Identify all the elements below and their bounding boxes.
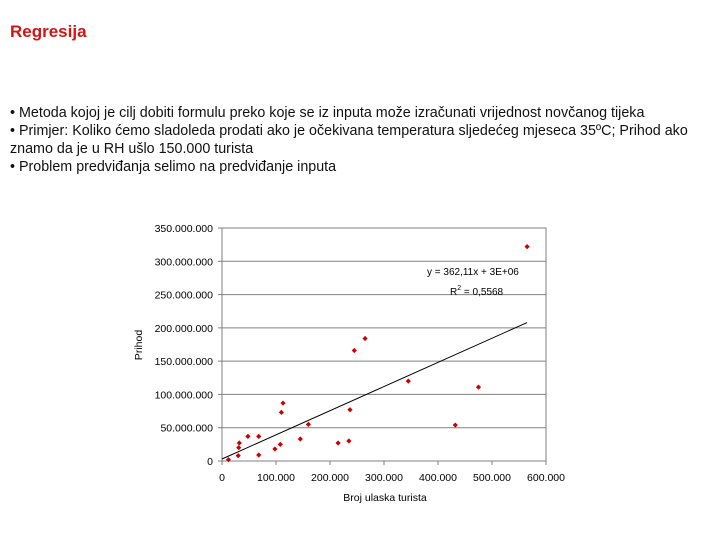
data-point — [525, 244, 530, 249]
x-tick-label: 0 — [219, 472, 225, 484]
data-point — [453, 422, 458, 427]
data-point — [279, 410, 284, 415]
data-point — [245, 434, 250, 439]
y-tick-label: 350.000.000 — [154, 223, 213, 235]
y-tick-label: 50.000.000 — [160, 422, 213, 435]
plot-area — [222, 228, 546, 461]
y-tick-label: 100.000.000 — [154, 389, 213, 402]
r-squared-label: $R^2 = 0,5568$ — [450, 285, 504, 298]
data-point — [237, 440, 242, 445]
data-point — [406, 379, 411, 384]
y-tick-label: 200.000.000 — [154, 322, 213, 335]
bullet-item: • Problem predviđanja selimo na predviđanje inputa — [10, 158, 710, 176]
data-point — [236, 453, 241, 458]
x-axis-label: Broj ulaska turista — [343, 492, 427, 504]
data-point — [298, 436, 303, 441]
y-tick-label: 0 — [207, 456, 213, 468]
trendline — [222, 323, 527, 459]
data-point — [346, 438, 351, 443]
data-point — [280, 400, 285, 405]
x-tick-label: 600.000 — [527, 472, 565, 484]
slide-title: Regresija — [10, 22, 87, 41]
x-tick-label: 100.000 — [257, 472, 295, 484]
data-point — [256, 434, 261, 439]
y-tick-label: 300.000.000 — [154, 256, 213, 269]
data-point — [256, 452, 261, 457]
data-point — [336, 440, 341, 445]
data-point — [272, 446, 277, 451]
data-point — [363, 336, 368, 341]
bullet-item: • Metoda kojoj je cilj dobiti formulu preko koje se iz inputa može izračunati vrijednost novčanog tijeka — [10, 104, 710, 122]
data-point — [278, 442, 283, 447]
data-point — [476, 385, 481, 390]
y-tick-label: 250.000.000 — [154, 289, 213, 302]
x-tick-label: 400.000 — [419, 472, 457, 484]
x-tick-label: 500.000 — [473, 472, 511, 484]
data-point — [347, 407, 352, 412]
y-axis-label: Prihod — [133, 329, 145, 361]
y-tick-label: 150.000.000 — [154, 356, 213, 369]
data-point — [352, 348, 357, 353]
bullet-item: • Primjer: Koliko ćemo sladoleda prodati ako je očekivana temperatura sljedećeg mjeseca 35ºC; Prihod ako znamo da je u RH ušlo 150.000 turista — [10, 122, 710, 158]
x-tick-label: 300.000 — [365, 472, 403, 484]
x-tick-label: 200.000 — [311, 472, 349, 484]
data-point — [236, 445, 241, 450]
data-point — [306, 422, 311, 427]
trendline-equation: y = 362,11x + 3E+06 — [427, 267, 519, 278]
